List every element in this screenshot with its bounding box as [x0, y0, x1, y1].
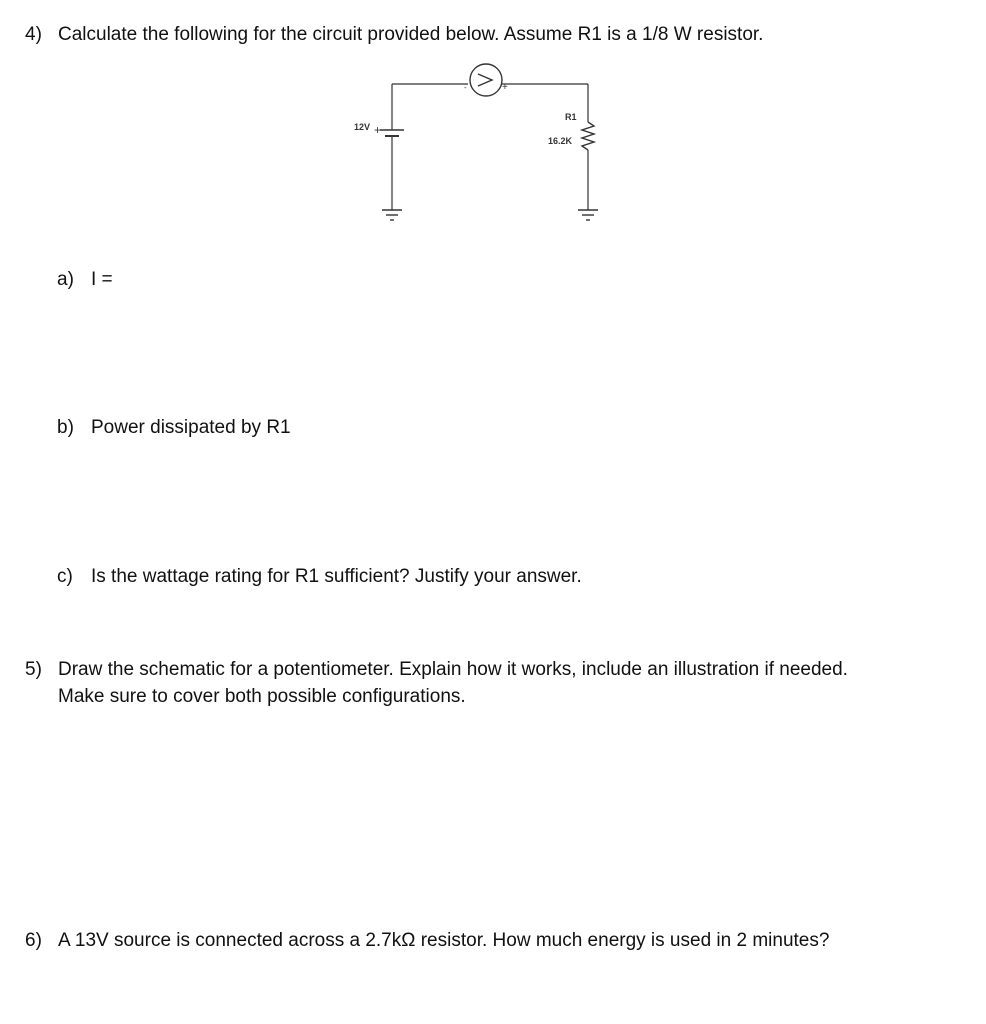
question-5-number: 5)	[25, 659, 42, 680]
part-b-label: b)	[57, 417, 74, 438]
ammeter-symbol-label: A	[480, 80, 485, 86]
part-a-label: a)	[57, 269, 74, 290]
question-6-text: A 13V source is connected across a 2.7kΩ resistor. How much energy is used in 2 minutes?	[58, 930, 830, 951]
resistor-name-label: R1	[565, 112, 577, 122]
part-a-text: I =	[91, 269, 113, 290]
resistor-value-label: 16.2K	[548, 136, 573, 146]
part-c-label: c)	[57, 566, 73, 587]
question-5-line-2: Make sure to cover both possible configurations.	[58, 686, 466, 707]
part-c-text: Is the wattage rating for R1 sufficient? Justify your answer.	[91, 566, 582, 587]
ammeter	[470, 64, 502, 96]
question-5-line-1: Draw the schematic for a potentiometer. Explain how it works, include an illustration if needed.	[58, 659, 848, 680]
source-voltage-label: 12V	[354, 122, 371, 132]
source-plus-label: +	[374, 123, 382, 137]
question-6-number: 6)	[25, 930, 42, 951]
resistor-r1	[582, 122, 594, 150]
question-4-text: Calculate the following for the circuit provided below. Assume R1 is a 1/8 W resistor.	[58, 24, 764, 45]
circuit-diagram	[340, 60, 620, 240]
ammeter-symbol	[478, 74, 492, 86]
question-4-number: 4)	[25, 24, 42, 45]
ammeter-minus-label: -	[464, 83, 467, 92]
part-b-text: Power dissipated by R1	[91, 417, 291, 438]
ammeter-plus-label: +	[502, 82, 508, 93]
